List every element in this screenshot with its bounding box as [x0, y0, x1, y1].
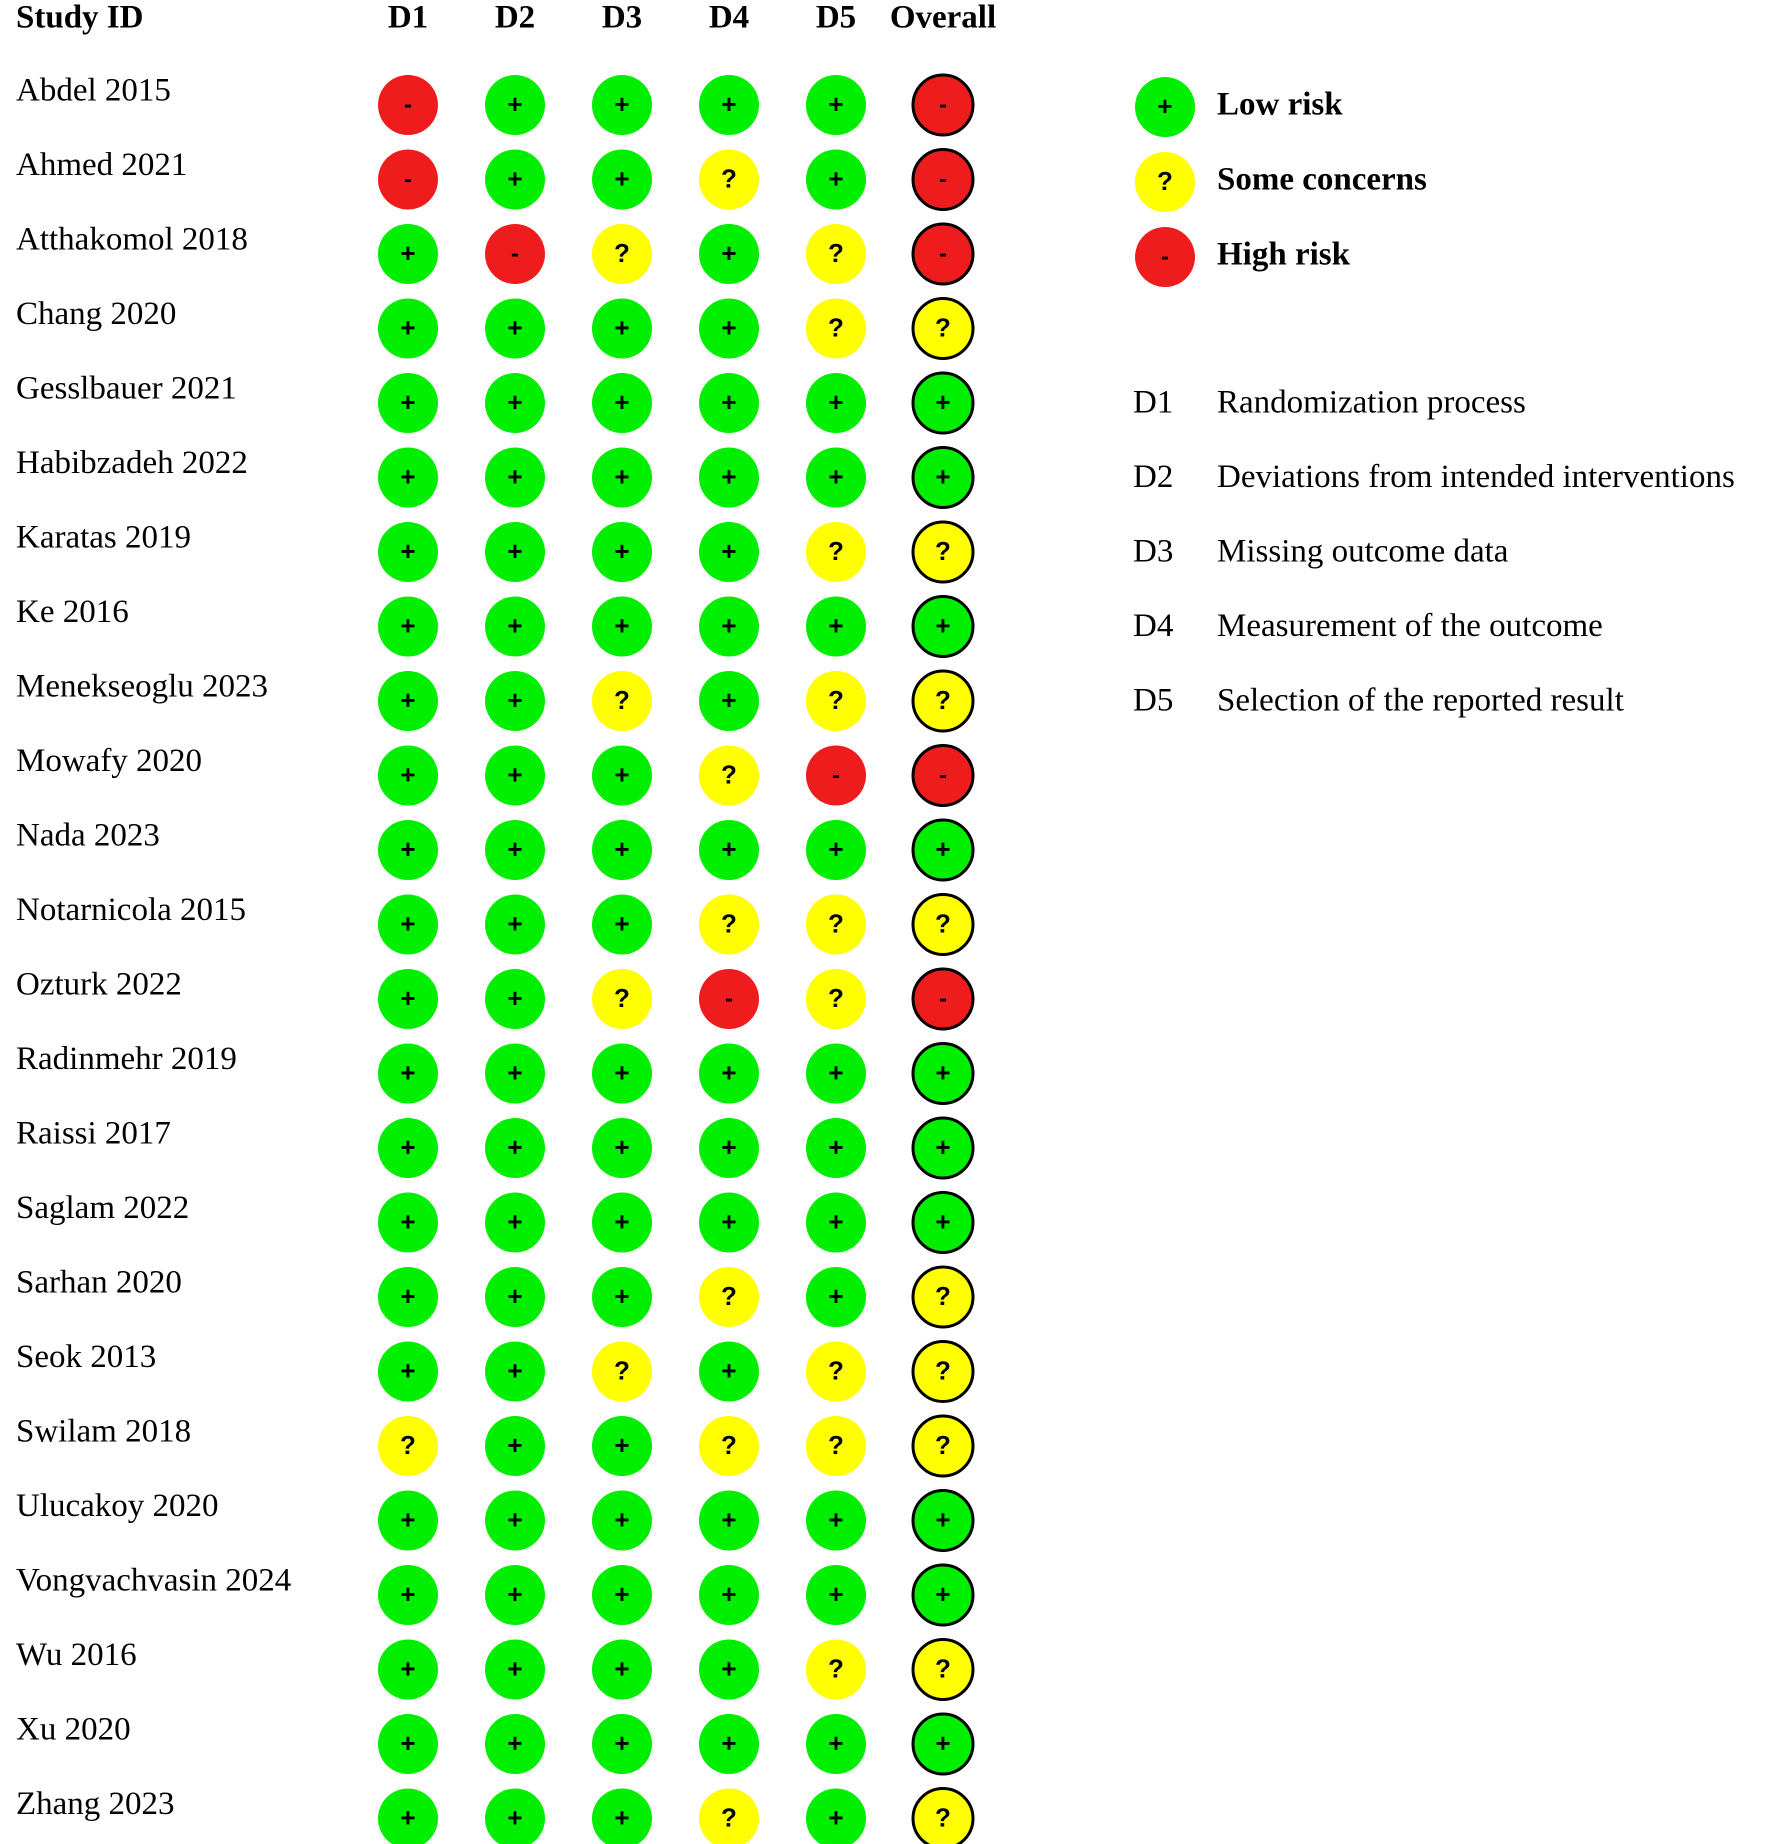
study-label: Ahmed 2021	[16, 147, 188, 184]
domain-marker-symbol: +	[507, 982, 523, 1013]
domain-marker-symbol: ?	[721, 1802, 737, 1833]
domain-marker-symbol: +	[507, 312, 523, 343]
domain-marker-symbol: ?	[828, 237, 844, 268]
study-label: Ulucakoy 2020	[16, 1488, 219, 1525]
study-label: Atthakomol 2018	[16, 221, 248, 258]
domain-marker-symbol: ?	[828, 908, 844, 939]
domain-marker-symbol: +	[507, 461, 523, 492]
study-label: Raissi 2017	[16, 1115, 171, 1152]
domain-marker-symbol: +	[400, 610, 416, 641]
overall-marker-symbol: +	[935, 1131, 951, 1162]
domain-marker-symbol: +	[614, 312, 630, 343]
domain-marker-symbol: +	[507, 535, 523, 566]
domain-marker-symbol: +	[614, 1429, 630, 1460]
study-label: Mowafy 2020	[16, 743, 203, 780]
overall-marker-symbol: ?	[935, 1802, 951, 1833]
header-d5: D5	[815, 0, 857, 36]
domain-marker-symbol: +	[507, 759, 523, 790]
study-label: Swilam 2018	[16, 1413, 192, 1450]
legend-high-marker-symbol: -	[1161, 243, 1169, 271]
overall-marker-symbol: ?	[935, 535, 951, 566]
domain-marker-symbol: +	[507, 1504, 523, 1535]
study-label: Karatas 2019	[16, 519, 192, 556]
domain-marker-symbol: ?	[828, 312, 844, 343]
domain-marker-symbol: +	[614, 88, 630, 119]
domain-marker-symbol: +	[721, 1578, 737, 1609]
domain-marker-symbol: +	[614, 610, 630, 641]
domain-marker-symbol: +	[507, 1653, 523, 1684]
header-d4: D4	[708, 0, 750, 36]
overall-marker-symbol: +	[935, 1206, 951, 1237]
domain-marker-symbol: -	[404, 91, 412, 119]
study-label: Zhang 2023	[16, 1786, 175, 1823]
study-label: Nada 2023	[16, 817, 160, 854]
domain-marker-symbol: +	[400, 1802, 416, 1833]
domain-marker-symbol: +	[828, 1280, 844, 1311]
legend-some-marker-symbol: ?	[1157, 165, 1173, 196]
domain-marker-symbol: +	[828, 1057, 844, 1088]
domain-marker-symbol: +	[614, 386, 630, 417]
overall-marker-symbol: -	[939, 240, 947, 268]
domain-marker-symbol: +	[721, 461, 737, 492]
study-label: Gesslbauer 2021	[16, 370, 237, 407]
domain-marker-symbol: +	[507, 163, 523, 194]
domain-marker-symbol: +	[614, 1206, 630, 1237]
domain-marker-symbol: +	[721, 535, 737, 566]
overall-marker-symbol: ?	[935, 1653, 951, 1684]
overall-marker-symbol: +	[935, 1057, 951, 1088]
overall-marker-symbol: -	[939, 165, 947, 193]
domain-marker-symbol: +	[828, 1206, 844, 1237]
header-study-id: Study ID	[16, 0, 144, 36]
domain-marker-symbol: -	[725, 985, 733, 1013]
study-label: Habibzadeh 2022	[16, 445, 248, 482]
domain-marker-symbol: +	[614, 535, 630, 566]
study-label: Sarhan 2020	[16, 1264, 182, 1301]
domain-label: Measurement of the outcome	[1217, 608, 1603, 645]
domain-marker-symbol: -	[832, 761, 840, 789]
study-label: Chang 2020	[16, 296, 177, 333]
domain-code: D4	[1133, 608, 1174, 645]
domain-marker-symbol: +	[400, 908, 416, 939]
domain-marker-symbol: +	[828, 1131, 844, 1162]
domain-marker-symbol: +	[400, 1653, 416, 1684]
domain-label: Selection of the reported result	[1217, 682, 1624, 719]
domain-marker-symbol: ?	[614, 1355, 630, 1386]
domain-marker-symbol: +	[507, 1727, 523, 1758]
domain-marker-symbol: +	[507, 1578, 523, 1609]
domain-marker-symbol: +	[721, 88, 737, 119]
legend-low-marker-symbol: +	[1157, 90, 1173, 121]
header-overall: Overall	[889, 0, 997, 36]
domain-marker-symbol: +	[507, 1802, 523, 1833]
domain-marker-symbol: +	[614, 759, 630, 790]
domain-marker-symbol: +	[400, 684, 416, 715]
domain-marker-symbol: +	[507, 1280, 523, 1311]
study-label: Radinmehr 2019	[16, 1041, 237, 1078]
overall-marker-symbol: +	[935, 610, 951, 641]
domain-marker-symbol: +	[721, 1504, 737, 1535]
study-label: Vongvachvasin 2024	[16, 1562, 292, 1599]
domain-marker-symbol: +	[721, 1057, 737, 1088]
domain-marker-symbol: ?	[721, 759, 737, 790]
domain-marker-symbol: +	[721, 1727, 737, 1758]
domain-marker-symbol: +	[828, 1727, 844, 1758]
domain-marker-symbol: +	[400, 535, 416, 566]
domain-marker-symbol: +	[721, 684, 737, 715]
domain-marker-symbol: +	[614, 1504, 630, 1535]
domain-marker-symbol: +	[400, 1206, 416, 1237]
overall-marker-symbol: +	[935, 1578, 951, 1609]
domain-marker-symbol: +	[400, 1504, 416, 1535]
domain-marker-symbol: +	[400, 1727, 416, 1758]
domain-marker-symbol: +	[400, 237, 416, 268]
domain-marker-symbol: +	[721, 1131, 737, 1162]
domain-marker-symbol: ?	[721, 163, 737, 194]
study-label: Menekseoglu 2023	[16, 668, 269, 705]
domain-marker-symbol: ?	[828, 1355, 844, 1386]
domain-marker-symbol: +	[507, 833, 523, 864]
domain-marker-symbol: +	[721, 312, 737, 343]
overall-marker-symbol: ?	[935, 312, 951, 343]
domain-marker-symbol: +	[400, 461, 416, 492]
domain-marker-symbol: +	[721, 1206, 737, 1237]
domain-marker-symbol: +	[400, 1355, 416, 1386]
domain-marker-symbol: +	[507, 1429, 523, 1460]
domain-marker-symbol: ?	[614, 237, 630, 268]
overall-marker-symbol: +	[935, 461, 951, 492]
domain-marker-symbol: +	[507, 684, 523, 715]
domain-marker-symbol: +	[614, 1057, 630, 1088]
legend-label: High risk	[1217, 236, 1350, 273]
domain-marker-symbol: ?	[614, 982, 630, 1013]
domain-marker-symbol: ?	[614, 684, 630, 715]
domain-marker-symbol: +	[614, 461, 630, 492]
domain-marker-symbol: ?	[828, 982, 844, 1013]
overall-marker-symbol: +	[935, 386, 951, 417]
domain-marker-symbol: +	[507, 1355, 523, 1386]
domain-marker-symbol: +	[828, 1504, 844, 1535]
domain-marker-symbol: +	[400, 1280, 416, 1311]
domain-marker-symbol: +	[828, 833, 844, 864]
overall-marker-symbol: -	[939, 985, 947, 1013]
domain-marker-symbol: +	[507, 908, 523, 939]
domain-marker-symbol: +	[400, 1057, 416, 1088]
domain-marker-symbol: +	[400, 833, 416, 864]
domain-marker-symbol: +	[828, 163, 844, 194]
domain-marker-symbol: +	[400, 386, 416, 417]
domain-marker-symbol: +	[614, 833, 630, 864]
domain-marker-symbol: +	[828, 88, 844, 119]
header-d1: D1	[387, 0, 429, 36]
header-d3: D3	[601, 0, 643, 36]
study-label: Xu 2020	[16, 1711, 131, 1748]
domain-marker-symbol: +	[507, 1057, 523, 1088]
domain-marker-symbol: ?	[721, 1429, 737, 1460]
domain-marker-symbol: +	[721, 237, 737, 268]
domain-marker-symbol: +	[614, 1280, 630, 1311]
domain-marker-symbol: ?	[828, 1653, 844, 1684]
domain-marker-symbol: +	[614, 1131, 630, 1162]
study-label: Ozturk 2022	[16, 966, 182, 1003]
overall-marker-symbol: ?	[935, 1355, 951, 1386]
domain-marker-symbol: +	[507, 88, 523, 119]
overall-marker-symbol: +	[935, 1504, 951, 1535]
domain-marker-symbol: +	[507, 1131, 523, 1162]
overall-marker-symbol: ?	[935, 908, 951, 939]
domain-label: Deviations from intended interventions	[1217, 459, 1735, 496]
domain-marker-symbol: +	[721, 610, 737, 641]
domain-marker-symbol: +	[400, 982, 416, 1013]
domain-marker-symbol: +	[828, 386, 844, 417]
domain-code: D1	[1133, 384, 1174, 421]
domain-marker-symbol: +	[828, 461, 844, 492]
study-label: Seok 2013	[16, 1339, 157, 1376]
domain-code: D2	[1133, 459, 1174, 496]
domain-label: Missing outcome data	[1217, 533, 1509, 570]
domain-marker-symbol: +	[721, 833, 737, 864]
domain-marker-symbol: +	[614, 1653, 630, 1684]
domain-marker-symbol: +	[614, 908, 630, 939]
study-label: Ke 2016	[16, 594, 129, 631]
legend-label: Some concerns	[1217, 161, 1427, 198]
domain-marker-symbol: +	[828, 1578, 844, 1609]
overall-marker-symbol: ?	[935, 684, 951, 715]
domain-marker-symbol: +	[507, 1206, 523, 1237]
overall-marker-symbol: -	[939, 761, 947, 789]
overall-marker-symbol: ?	[935, 1429, 951, 1460]
domain-marker-symbol: +	[400, 312, 416, 343]
study-label: Saglam 2022	[16, 1190, 190, 1227]
domain-marker-symbol: +	[400, 1578, 416, 1609]
domain-marker-symbol: +	[828, 610, 844, 641]
domain-marker-symbol: -	[404, 165, 412, 193]
domain-label: Randomization process	[1217, 384, 1526, 421]
domain-marker-symbol: ?	[828, 535, 844, 566]
study-label: Wu 2016	[16, 1637, 137, 1674]
domain-marker-symbol: ?	[400, 1429, 416, 1460]
domain-marker-symbol: +	[721, 1653, 737, 1684]
domain-marker-symbol: +	[507, 610, 523, 641]
domain-marker-symbol: +	[721, 386, 737, 417]
domain-marker-symbol: +	[400, 1131, 416, 1162]
legend-label: Low risk	[1217, 86, 1343, 123]
header-d2: D2	[494, 0, 536, 36]
study-label: Abdel 2015	[16, 72, 171, 109]
domain-code: D5	[1133, 682, 1174, 719]
overall-marker-symbol: +	[935, 1727, 951, 1758]
domain-marker-symbol: +	[721, 1355, 737, 1386]
study-label: Notarnicola 2015	[16, 892, 247, 929]
domain-marker-symbol: +	[400, 759, 416, 790]
domain-marker-symbol: -	[511, 240, 519, 268]
domain-marker-symbol: ?	[721, 1280, 737, 1311]
domain-marker-symbol: +	[614, 1727, 630, 1758]
overall-marker-symbol: -	[939, 91, 947, 119]
domain-marker-symbol: ?	[721, 908, 737, 939]
overall-marker-symbol: +	[935, 833, 951, 864]
overall-marker-symbol: ?	[935, 1280, 951, 1311]
domain-marker-symbol: +	[614, 1578, 630, 1609]
domain-marker-symbol: +	[614, 163, 630, 194]
domain-marker-symbol: +	[828, 1802, 844, 1833]
domain-marker-symbol: ?	[828, 684, 844, 715]
domain-code: D3	[1133, 533, 1174, 570]
domain-marker-symbol: +	[614, 1802, 630, 1833]
domain-marker-symbol: ?	[828, 1429, 844, 1460]
domain-marker-symbol: +	[507, 386, 523, 417]
